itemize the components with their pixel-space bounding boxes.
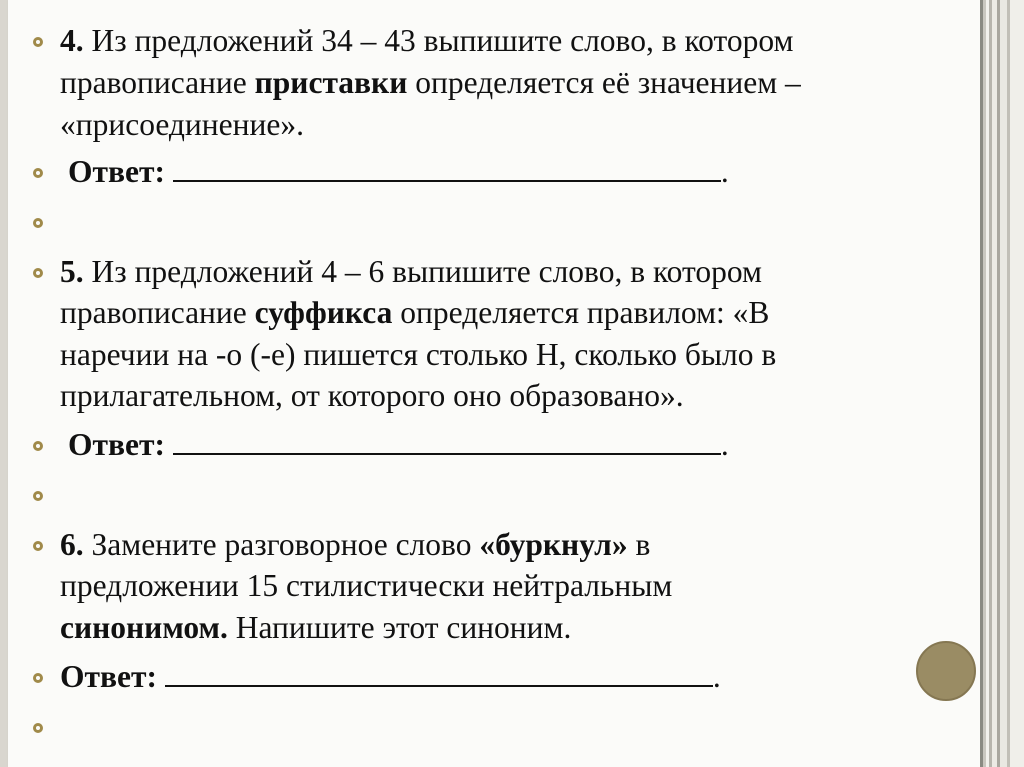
q6-number: 6. bbox=[60, 527, 84, 562]
q4-text2a: правописание bbox=[60, 65, 255, 100]
decorative-circle bbox=[916, 641, 976, 701]
q6-answer-period: . bbox=[712, 659, 721, 694]
bullet-icon bbox=[33, 441, 43, 451]
q4-answer-label: Ответ: bbox=[68, 154, 165, 189]
q6-answer-label: Ответ: bbox=[60, 659, 157, 694]
q5-line2 bbox=[60, 292, 769, 334]
q6-line3 bbox=[60, 607, 571, 649]
q4-line1 bbox=[60, 20, 793, 62]
q6-line1 bbox=[60, 524, 650, 566]
q4-answer-line bbox=[68, 151, 729, 193]
q6-line2 bbox=[60, 565, 672, 607]
bullet-icon bbox=[33, 673, 43, 683]
q5-answer-label: Ответ: bbox=[68, 427, 165, 462]
q6-text1a: Замените разговорное слово bbox=[83, 527, 480, 562]
q4-keyword: приставки bbox=[254, 65, 408, 100]
bullet-icon bbox=[33, 268, 43, 278]
q5-number: 5. bbox=[60, 254, 84, 289]
bullet-icon bbox=[33, 218, 43, 228]
bullet-icon bbox=[33, 541, 43, 551]
q5-text2a: правописание bbox=[60, 295, 255, 330]
q5-keyword: суффикса bbox=[254, 295, 393, 330]
bullet-icon bbox=[33, 491, 43, 501]
q4-line3 bbox=[60, 104, 304, 146]
q5-text4: прилагательном, от которого оно образовано». bbox=[60, 378, 684, 413]
q5-answer-blank[interactable] bbox=[173, 425, 721, 455]
q6-text3: Напишите этот синоним. bbox=[227, 610, 572, 645]
q4-answer-period: . bbox=[720, 154, 729, 189]
q5-line3 bbox=[60, 334, 776, 376]
bullet-icon bbox=[33, 37, 43, 47]
q4-answer-blank[interactable] bbox=[173, 152, 721, 182]
decorative-edge-stripes bbox=[983, 0, 1024, 767]
q6-keyword2: синонимом. bbox=[60, 610, 228, 645]
q5-answer-period: . bbox=[720, 427, 729, 462]
q5-text1: Из предложений 4 – 6 выпишите слово, в котором bbox=[83, 254, 762, 289]
q5-text3: наречии на -о (-е) пишется столько Н, сколько было в bbox=[60, 337, 777, 372]
q5-answer-line bbox=[68, 424, 729, 466]
q4-text3: «присоединение». bbox=[60, 107, 304, 142]
q4-number: 4. bbox=[60, 23, 84, 58]
q6-text2: предложении 15 стилистически нейтральным bbox=[60, 568, 673, 603]
q6-answer-blank[interactable] bbox=[165, 657, 713, 687]
q6-text1b: в bbox=[627, 527, 651, 562]
bullet-icon bbox=[33, 168, 43, 178]
q5-text2b: определяется правилом: «В bbox=[392, 295, 770, 330]
q6-keyword: «буркнул» bbox=[479, 527, 628, 562]
q4-text1: Из предложений 34 – 43 выпишите слово, в котором bbox=[83, 23, 794, 58]
q5-line1 bbox=[60, 251, 762, 293]
q4-text2b: определяется её значением – bbox=[407, 65, 801, 100]
q4-line2 bbox=[60, 62, 801, 104]
bullet-icon bbox=[33, 723, 43, 733]
q5-line4 bbox=[60, 375, 684, 417]
q6-answer-line bbox=[60, 656, 721, 698]
